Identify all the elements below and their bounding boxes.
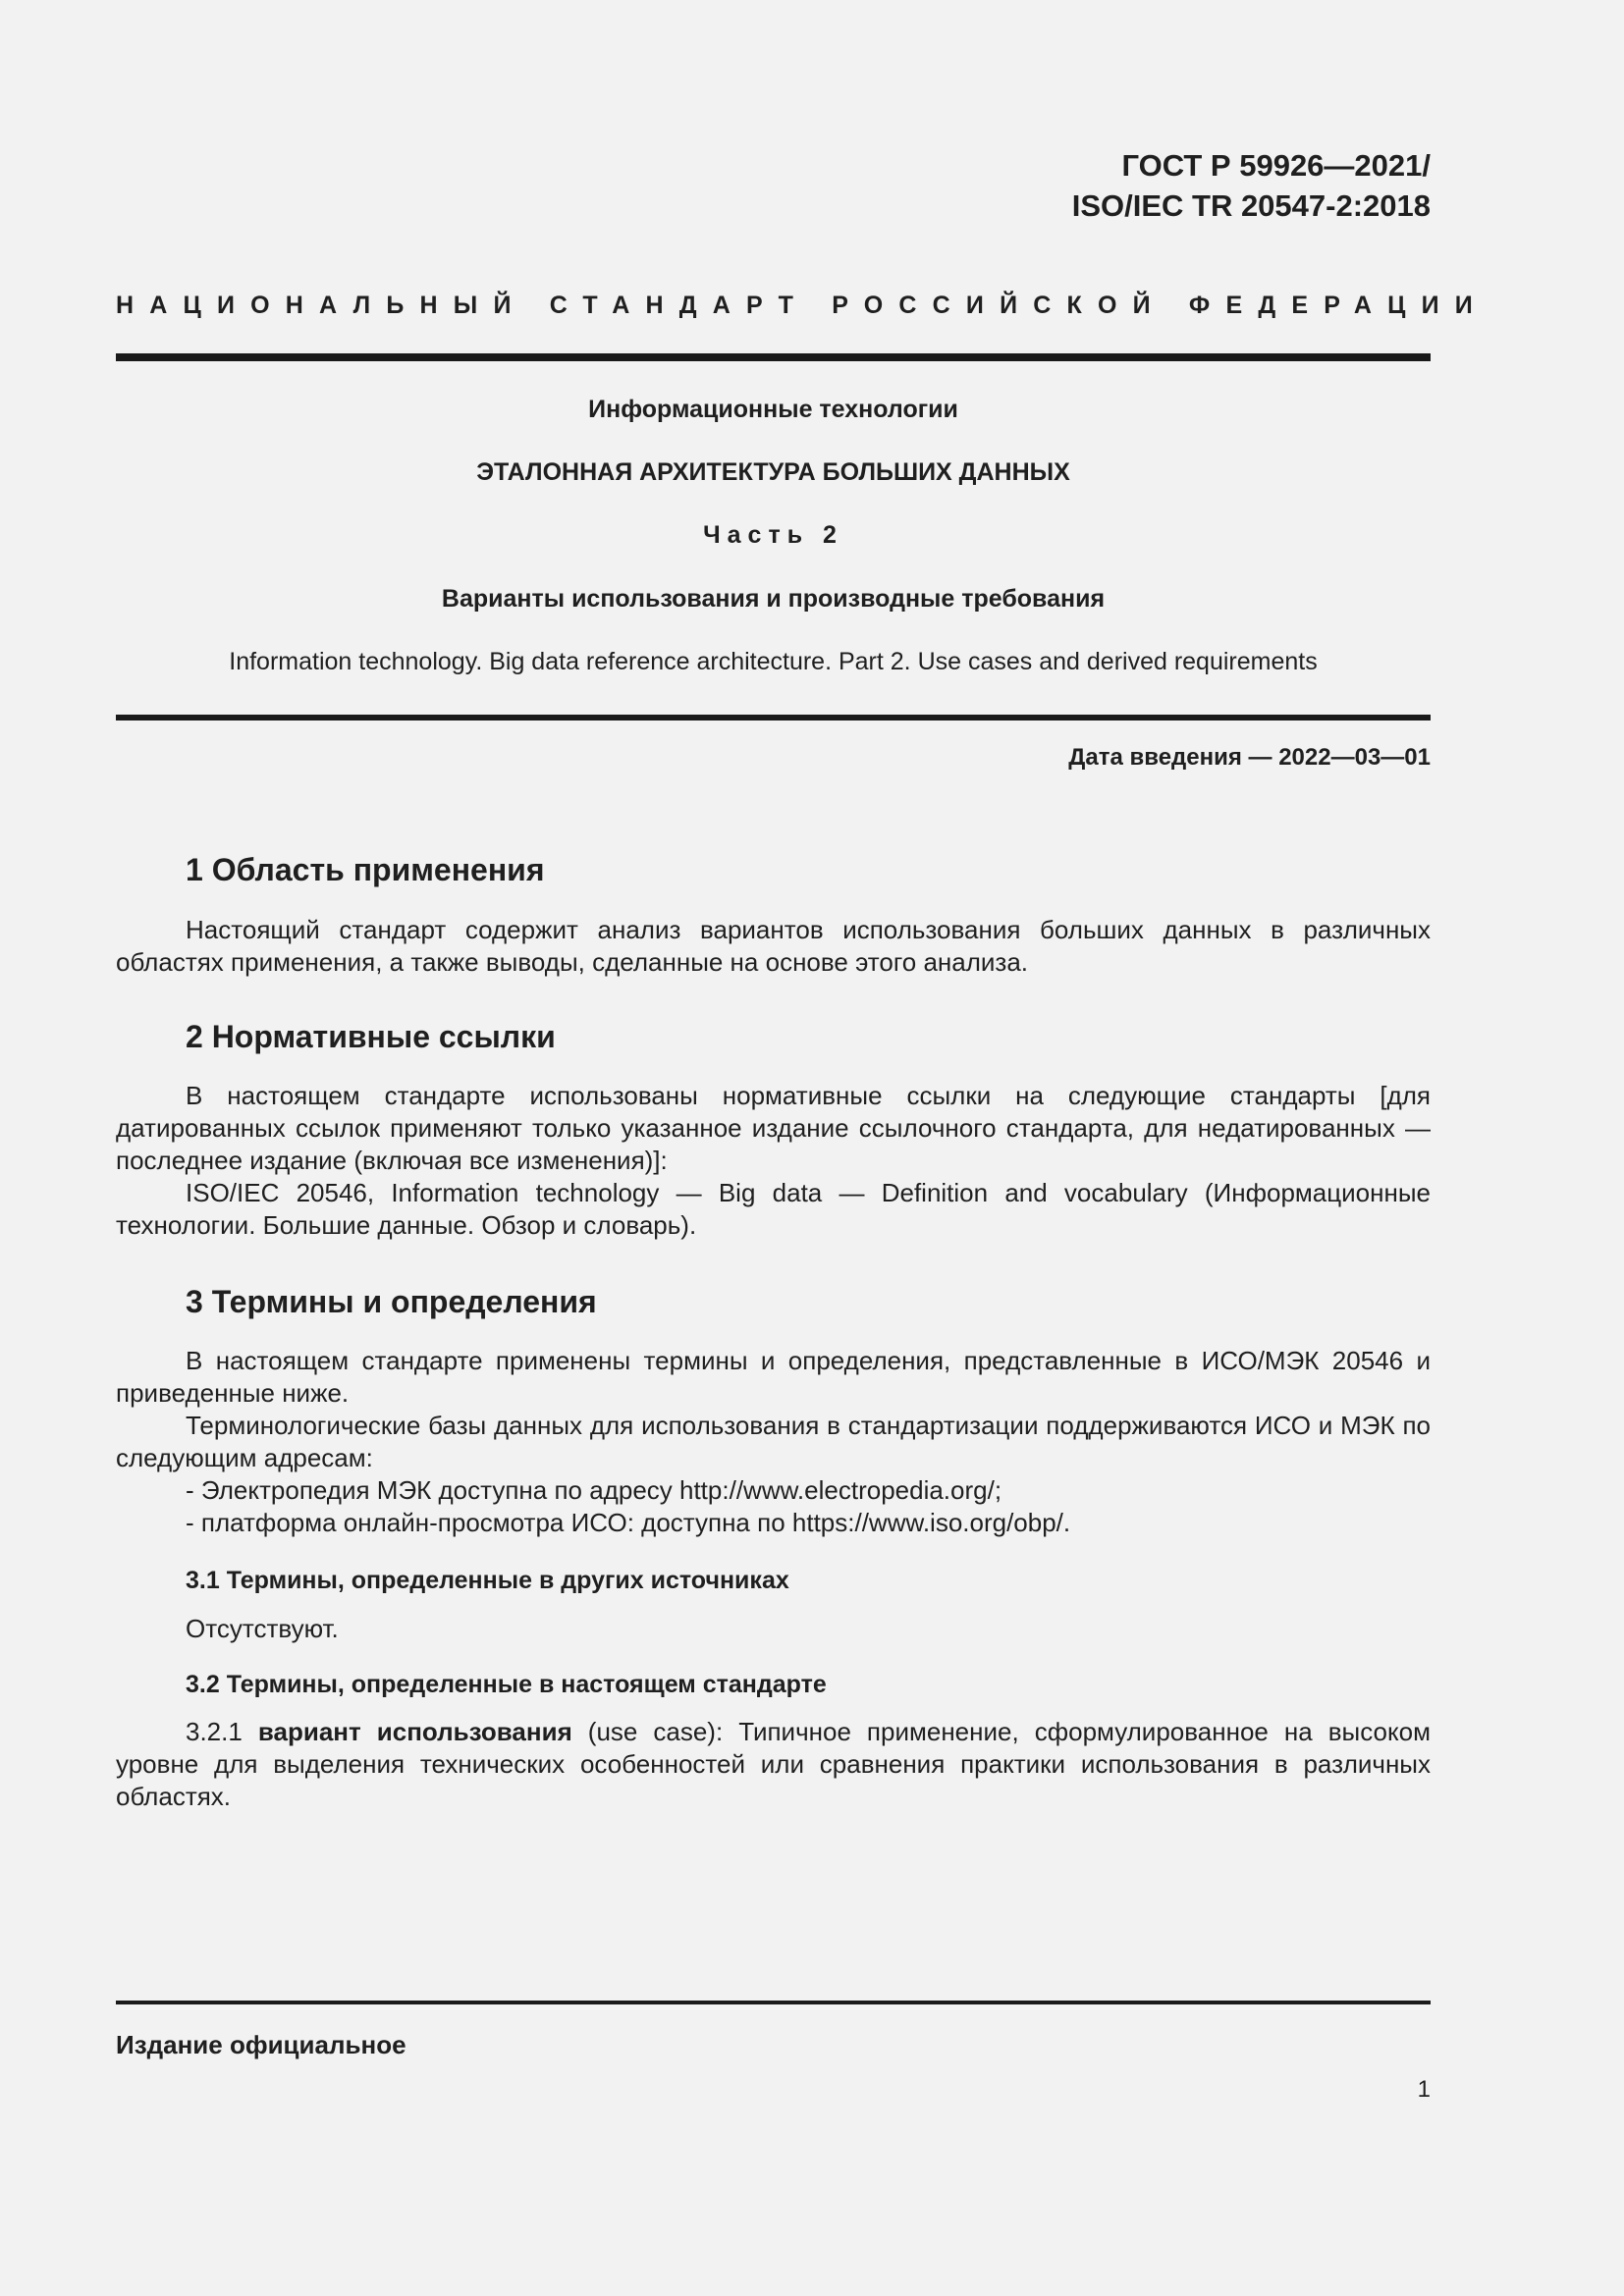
subsection-3-1-heading: 3.1 Термины, определенные в других источниках	[186, 1567, 789, 1594]
standard-code	[1072, 145, 1431, 226]
title-field: Информационные технологии	[588, 396, 958, 423]
standard-code-line1: ГОСТ Р 59926—2021/	[1121, 148, 1431, 183]
definition-term: вариант использования	[257, 1717, 572, 1746]
national-standard-banner: НАЦИОНАЛЬНЫЙ СТАНДАРТ РОССИЙСКОЙ ФЕДЕРАЦИИ	[116, 292, 1489, 319]
title-main: ЭТАЛОННАЯ АРХИТЕКТУРА БОЛЬШИХ ДАННЫХ	[476, 458, 1070, 486]
section-3-text-2: Терминологические базы данных для использования в стандартизации поддерживаются ИСО и МЭК по следующим адресам:	[116, 1411, 1431, 1472]
definition-text: (use case): Типичное применение, сформулированное на высоком уровне для выделения технических особенностей или сравнения практики использования в различных областях.	[116, 1717, 1431, 1811]
subsection-3-2-heading: 3.2 Термины, определенные в настоящем стандарте	[186, 1671, 827, 1698]
page-number: 1	[1417, 2076, 1431, 2103]
title-divider	[116, 715, 1431, 721]
section-2-text-2: ISO/IEC 20546, Information technology — Big data — Definition and vocabulary (Информационные технологии. Большие данные. Обзор и словарь).	[116, 1178, 1431, 1240]
title-subtitle: Варианты использования и производные требования	[441, 585, 1106, 613]
section-3-text-1: В настоящем стандарте применены термины и определения, представленные в ИСО/МЭК 20546 и приведенные ниже.	[116, 1346, 1431, 1408]
title-english: Information technology. Big data reference architecture. Part 2. Use cases and derived requirements	[229, 648, 1318, 675]
introduction-date: Дата введения — 2022—03—01	[1068, 744, 1431, 771]
definition-number: 3.2.1	[186, 1717, 243, 1746]
subsection-3-1-text: Отсутствуют.	[186, 1614, 339, 1643]
section-1-heading: 1 Область применения	[186, 852, 545, 887]
top-divider	[116, 353, 1431, 361]
document-page	[116, 0, 1489, 2296]
standard-code-line2: ISO/IEC TR 20547-2:2018	[1071, 188, 1431, 223]
section-3-list-item-2: - платформа онлайн-просмотра ИСО: доступна по https://www.iso.org/obp/.	[186, 1508, 1071, 1537]
section-1-text: Настоящий стандарт содержит анализ вариантов использования больших данных в различных областях применения, а также выводы, сделанные на основе этого анализа.	[116, 915, 1431, 977]
section-3-list-item-1: - Электропедия МЭК доступна по адресу http://www.electropedia.org/;	[186, 1475, 1002, 1505]
definition-3-2-1	[116, 1716, 1431, 1813]
title-part: Часть 2	[703, 521, 843, 549]
footer-divider	[116, 2001, 1431, 2004]
section-3-heading: 3 Термины и определения	[186, 1284, 597, 1319]
section-2-heading: 2 Нормативные ссылки	[186, 1019, 556, 1054]
official-edition-label: Издание официальное	[116, 2030, 406, 2059]
section-2-text-1: В настоящем стандарте использованы нормативные ссылки на следующие стандарты [для датированных ссылок применяют только указанное издание ссылочного стандарта, для недатированных — последнее издание (включая все изменения)]:	[116, 1081, 1431, 1175]
